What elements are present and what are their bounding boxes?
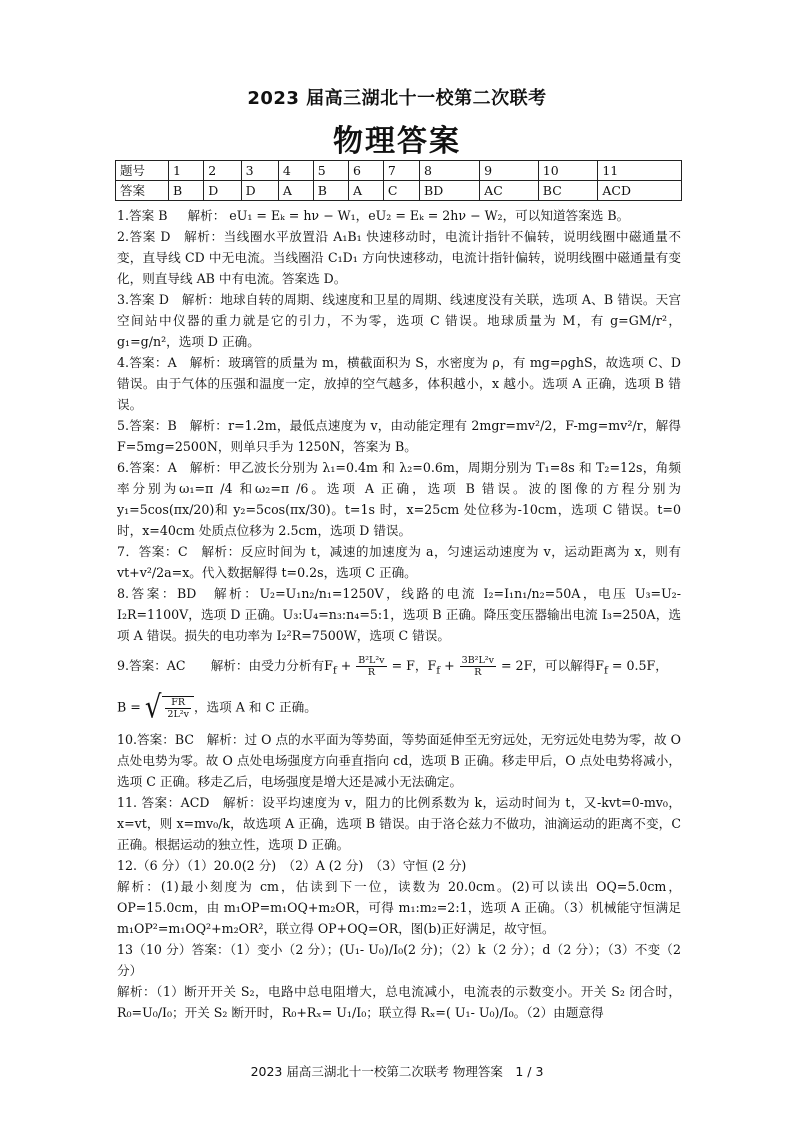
solution-q13-head: 13（10 分）答案：（1）变小（2 分）；(U₁- U₀)/I₀(2 分)；（2）k（2 分）；d（2 分）；（3）不变（2 分） xyxy=(117,941,681,978)
q9-frac1-den: R xyxy=(367,667,375,678)
q9-sqrt xyxy=(162,696,194,720)
answer-cell: BD xyxy=(420,181,480,201)
solution-q7: 7．答案：C 解析：反应时间为 t，减速的加速度为 a，匀速运动速度为 v，运动距离为 x，则有 vt+v²/2a=x。代入数据解得 t=0.2s，选项 C 正确。 xyxy=(117,544,681,580)
page-footer: 2023 届高三湖北十一校第二次联考 物理答案 1 / 3 xyxy=(250,1064,544,1079)
q9-head: 9.答案：AC 解析：由受力分析有 xyxy=(117,658,325,673)
answer-cell: C xyxy=(383,181,419,201)
solution-q12-head: 12.（6 分）（1）20.0(2 分) （2）A (2 分) （3）守恒 (2 分) xyxy=(117,857,467,873)
solutions-body xyxy=(117,205,681,1023)
question-cell: 1 xyxy=(169,161,204,181)
question-cell: 10 xyxy=(538,161,598,181)
answer-cell: A xyxy=(278,181,313,201)
q9-frac1-num: B²L²v xyxy=(358,655,385,666)
q9-sqrt-fraction xyxy=(165,697,191,720)
q9-ff: F xyxy=(324,658,333,673)
question-cell: 11 xyxy=(598,161,682,181)
question-cell: 3 xyxy=(241,161,278,181)
solution-q6: 6.答案：A 解析：甲乙波长分别为 λ₁=0.4m 和 λ₂=0.6m，周期分别为 T₁=8s 和 T₂=12s，角频率分别为ω₁=π /4 和ω₂=π /6。选项 A 正确，选项 B 错误。波的图像的方程分别为 y₁=5cos(πx/20)和 y₂=5cos(πx/30)。t=1s 时，x=25cm 处位移为-10cm，选项 C 错误。t=0 时，x=40cm 处质点位移为 2.5cm，选项 D 错误。 xyxy=(117,460,681,538)
q9-frac2-den: R xyxy=(474,667,482,678)
answer-cell: B xyxy=(169,181,204,201)
solution-q2: 2.答案 D 解析：当线圈水平放置沿 A₁B₁ 快速移动时，电流计指针不偏转，说明线圈中磁通量不变，直导线 CD 中无电流。当线圈沿 C₁D₁ 方向快速移动，电流计指针偏转，说明线圈中磁通量有变化，则直导线 AB 中有电流。答案选 D。 xyxy=(117,229,681,286)
solution-q3: 3.答案 D 解析：地球自转的周期、线速度和卫星的周期、线速度没有关联，选项 A、B 错误。天宫空间站中仪器的重力就是它的引力，不为零，选项 C 错误。地球质量为 M，有 g=GM/r²，g₁=g/n²，选项 D 正确。 xyxy=(117,292,681,349)
answer-cell: B xyxy=(313,181,348,201)
answer-table xyxy=(115,160,682,201)
answer-cell: AC xyxy=(480,181,539,201)
solution-q9: 9.答案：AC 解析：由受力分析有$F_f$ + $\frac{\text{B²L²v}}{R}$ = F，$F_f$ + $\frac{\text{3B²L²v}}{R}$ = 2F，可以解得$F_f = 0.5F$， xyxy=(117,655,668,678)
q1-head: 1.答案 B xyxy=(117,208,168,223)
answer-cell: D xyxy=(204,181,241,201)
solution-q4: 4.答案：A 解析：玻璃管的质量为 m，横截面积为 S，水密度为 ρ，有 mg=ρghS，故选项 C、D 错误。由于气体的压强和温度一定，放掉的空气越多，体积越小，x 越小。选项 A 正确，选项 B 错误。 xyxy=(117,355,681,412)
solution-q1 xyxy=(117,205,681,226)
q9-fraction-2 xyxy=(460,655,496,678)
solution-q10: 10.答案：BC 解析：过 O 点的水平面为等势面，等势面延伸至无穷远处，无穷远处电势为零，故 O 点处电势为零。故 O 点处电场强度方向垂直指向 cd，选项 B 正确。移走甲后，O 点处电势将减小，选项 C 正确。移走乙后，电场强度是增大还是减小无法确定。 xyxy=(117,731,681,789)
question-cell: 7 xyxy=(383,161,419,181)
q9-sqrt-den: 2L²v xyxy=(167,708,189,720)
question-number-row xyxy=(116,161,682,181)
page-title: 物理答案 xyxy=(333,124,461,159)
answer-row xyxy=(116,181,682,201)
answer-cell: A xyxy=(348,181,383,201)
q1-equation: eU₁ = Eₖ = hν − W₁，eU₂ = Eₖ = 2hν − W₂ xyxy=(229,208,503,223)
solution-q8: 8.答案：BD 解析：U₂=U₁n₂/n₁=1250V，线路的电流 I₂=I₁n₁/n₂=50A，电压 U₃=U₂-I₂R=1100V，选项 D 正确。U₃:U₄=n₃:n₄=5:1，选项 B 正确。降压变压器输出电流 I₃=250A，选项 A 错误。损失的电功率为 I₂²R=7500W，选项 C 错误。 xyxy=(117,586,681,643)
q9-eq1-rhs: = F， xyxy=(391,658,428,673)
question-cell: 8 xyxy=(420,161,480,181)
sqrt-symbol-icon: √ xyxy=(144,689,162,726)
q9-b-lhs: B = xyxy=(117,699,141,715)
answer-cell: ACD xyxy=(598,181,682,201)
question-cell: 4 xyxy=(278,161,313,181)
q1-tail: ，可以知道答案选 B。 xyxy=(502,208,630,223)
q9-eq2-rhs: = 2F，可以解得F xyxy=(501,658,605,673)
answer-cell: D xyxy=(241,181,278,201)
question-cell: 6 xyxy=(348,161,383,181)
answer-cell: BC xyxy=(538,181,598,201)
q9-sqrt-num: FR xyxy=(165,697,191,709)
q1-explain-label: 解析： xyxy=(187,208,226,223)
question-cell: 9 xyxy=(480,161,539,181)
q9-eq3-rhs: = 0.5F， xyxy=(611,658,668,673)
question-cell: 2 xyxy=(204,161,241,181)
row-label-answer: 答案 xyxy=(116,181,169,201)
solution-q5: 5.答案：B 解析：r=1.2m，最低点速度为 v，由动能定理有 2mgr=mv²/2，F-mg=mv²/r，解得 F=5mg=2500N，则单只手为 1250N，答案为 B。 xyxy=(117,418,681,454)
question-cell: 5 xyxy=(313,161,348,181)
q9-fraction-1 xyxy=(356,655,386,678)
exam-header: 2023 届高三湖北十一校第二次联考 xyxy=(247,88,547,109)
solution-q12-body: 解析：(1)最小刻度为 cm，估读到下一位，读数为 20.0cm。(2)可以读出 OQ=5.0cm，OP=15.0cm，由 m₁OP=m₁OQ+m₂OR，可得 m₁:m₂=2:1，选项 A 正确。（3）机械能守恒满足 m₁OP²=m₁OQ²+m₂OR²，联立得 OP+OQ=OR，图(b)正好满足，故守恒。 xyxy=(117,878,681,936)
solution-q9-b xyxy=(117,689,681,726)
solution-q13-body: 解析：（1）断开开关 S₂，电路中总电阻增大，总电流减小，电流表的示数变小。开关 S₂ 闭合时，R₀=U₀/I₀；开关 S₂ 断开时，R₀+Rₓ= U₁/I₀；联立得 Rₓ=( U₁- U₀)/I₀。（2）由题意得 xyxy=(117,983,681,1020)
q9-tail: ，选项 A 和 C 正确。 xyxy=(193,699,317,715)
solution-q11: 11. 答案：ACD 解析：设平均速度为 v，阻力的比例系数为 k，运动时间为 t，又-kvt=0-mv₀，x=vt，则 x=mv₀/k，故选项 A 正确，选项 B 错误。由于洛仑兹力不做功，油滴运动的距离不变，C 正确。根据运动的独立性，选项 D 正确。 xyxy=(117,794,681,852)
row-label-question: 题号 xyxy=(116,161,169,181)
q9-frac2-num: 3B²L²v xyxy=(461,655,494,666)
